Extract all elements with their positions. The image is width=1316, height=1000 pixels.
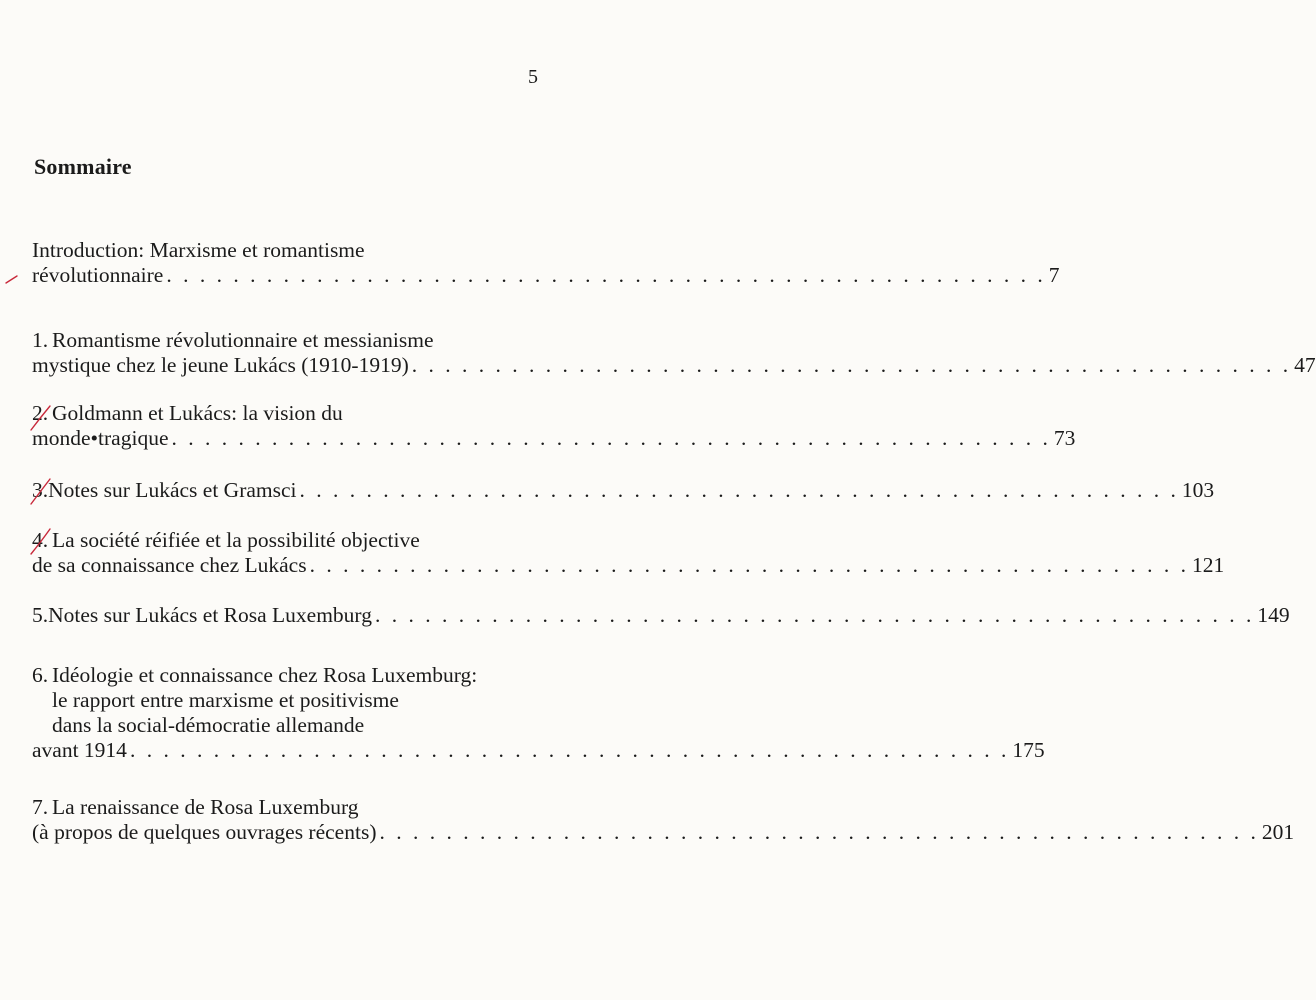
dot-leader: . . . . . . . . . . . . . . . . . . . . . . . . . . . . . . . . . . . . . . . . . . . . . . . . . . . . . <box>299 478 1179 502</box>
dot-leader: . . . . . . . . . . . . . . . . . . . . . . . . . . . . . . . . . . . . . . . . . . . . . . . . . . . . . <box>374 603 1255 627</box>
toc-page-number: 73 <box>1053 426 1076 450</box>
toc-page-number: 7 <box>1048 263 1060 287</box>
toc-entry-number: 2. <box>32 401 49 425</box>
toc-entry-title-line: mystique chez le jeune Lukács (1910-1919) <box>32 353 409 377</box>
toc-entry-3 <box>32 478 1215 503</box>
toc-entry-number: 1. <box>32 328 49 352</box>
toc-entry-title-line: révolutionnaire <box>32 263 164 287</box>
dot-leader: . . . . . . . . . . . . . . . . . . . . . . . . . . . . . . . . . . . . . . . . . . . . . . . . . . . . . <box>379 820 1259 844</box>
toc-page-number: 121 <box>1191 553 1225 577</box>
toc-entry-title-line: monde•tragique <box>32 426 169 450</box>
toc-entry-title-line: La renaissance de Rosa Luxemburg <box>52 795 359 819</box>
toc-entry-7 <box>32 795 1295 845</box>
toc-entry-title-line: Introduction: Marxisme et romantisme <box>32 238 365 262</box>
toc-entry-number: 4. <box>32 528 49 552</box>
toc-entry-title-line: Notes sur Lukács et Gramsci <box>48 478 297 502</box>
pen-tick-icon <box>6 276 17 283</box>
toc-entry-number: 5. <box>32 603 49 627</box>
toc-page-number: 103 <box>1181 478 1215 502</box>
toc-entry-number: 3. <box>32 478 49 502</box>
dot-leader: . . . . . . . . . . . . . . . . . . . . . . . . . . . . . . . . . . . . . . . . . . . . . . . . . . . . . <box>129 738 1010 762</box>
toc-page-number: 149 <box>1257 603 1290 627</box>
toc-entry-2 <box>32 401 1076 451</box>
toc-entry-title-line: (à propos de quelques ouvrages récents) <box>32 820 377 844</box>
page-number: 5 <box>528 66 538 88</box>
toc-entry-title-line: Idéologie et connaissance chez Rosa Luxemburg: <box>52 663 478 687</box>
toc-entry-title-line: avant 1914 <box>32 738 127 762</box>
toc-entry-introduction <box>32 238 1060 288</box>
toc-page-number: 175 <box>1012 738 1045 762</box>
toc-page-number: 201 <box>1261 820 1295 844</box>
dot-leader: . . . . . . . . . . . . . . . . . . . . . . . . . . . . . . . . . . . . . . . . . . . . . . . . . . . . . <box>411 353 1292 377</box>
toc-entry-title-line: La société réifiée et la possibilité objective <box>52 528 420 552</box>
toc-entry-6 <box>32 663 1045 763</box>
toc-page-number: 47 <box>1294 353 1316 377</box>
toc-entry-title-line: dans la social-démocratie allemande <box>52 713 365 737</box>
toc-entry-title-line: Romantisme révolutionnaire et messianisme <box>52 328 434 352</box>
toc-entry-number: 7. <box>32 795 49 819</box>
dot-leader: . . . . . . . . . . . . . . . . . . . . . . . . . . . . . . . . . . . . . . . . . . . . . . . . . . . . . <box>309 553 1189 577</box>
toc-entry-5 <box>32 603 1290 628</box>
toc-entry-1 <box>32 328 1316 378</box>
toc-entry-title-line: de sa connaissance chez Lukács <box>32 553 307 577</box>
dot-leader: . . . . . . . . . . . . . . . . . . . . . . . . . . . . . . . . . . . . . . . . . . . . . . . . . . . . . <box>171 426 1051 450</box>
toc-entry-title-line: le rapport entre marxisme et positivisme <box>52 688 399 712</box>
toc-entry-4 <box>32 528 1225 578</box>
toc-entry-title-line: Notes sur Lukács et Rosa Luxemburg <box>48 603 372 627</box>
toc-entry-number: 6. <box>32 663 49 687</box>
toc-heading: Sommaire <box>34 154 132 179</box>
dot-leader: . . . . . . . . . . . . . . . . . . . . . . . . . . . . . . . . . . . . . . . . . . . . . . . . . . . . . <box>166 263 1046 287</box>
toc-entry-title-line: Goldmann et Lukács: la vision du <box>52 401 343 425</box>
